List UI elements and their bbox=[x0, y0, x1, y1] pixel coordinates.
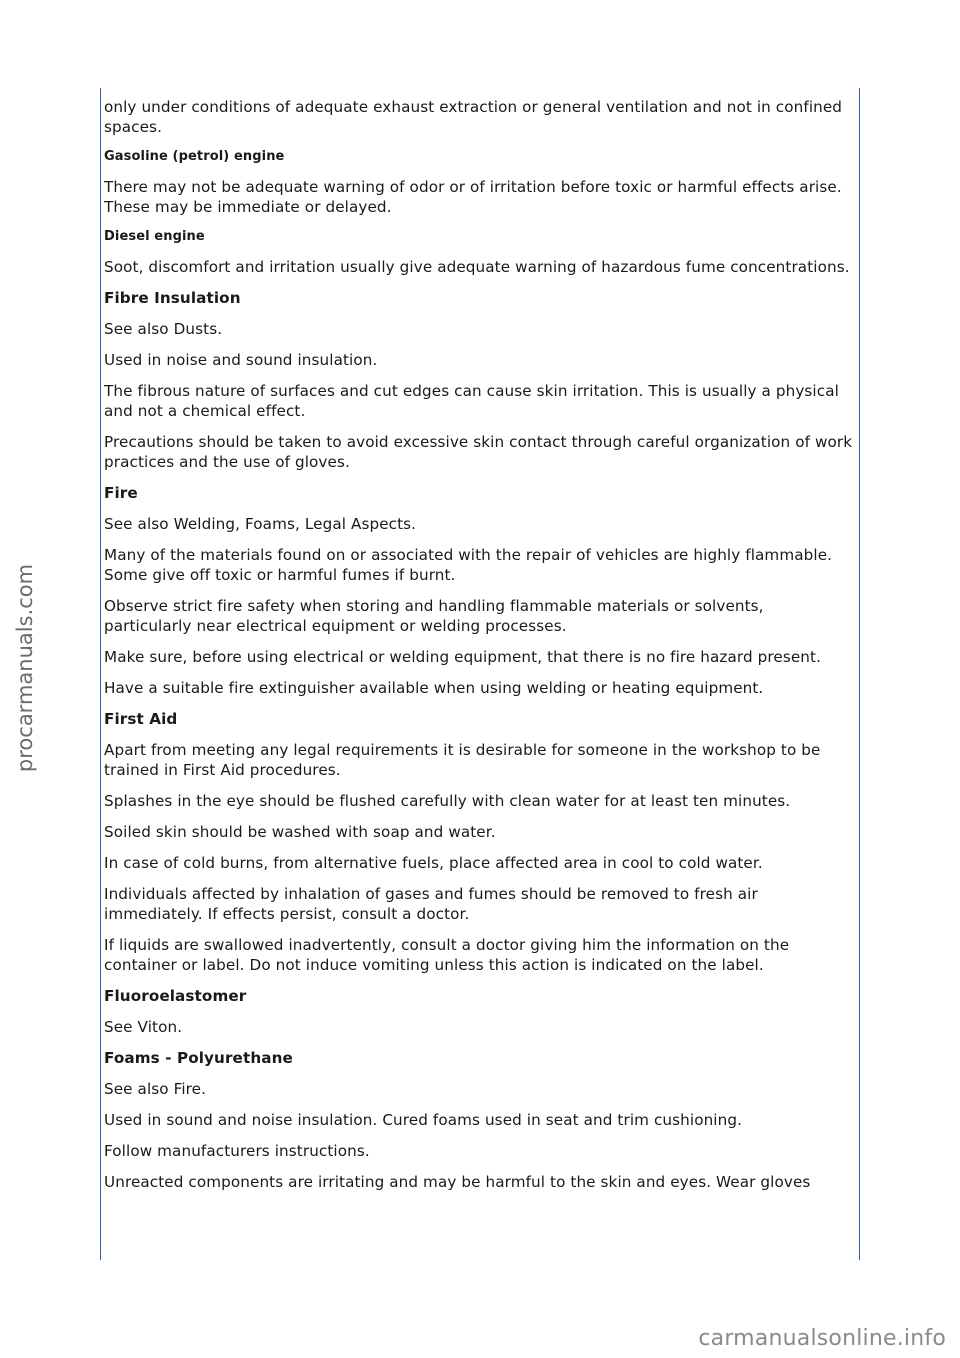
paragraph: Observe strict fire safety when storing and handling flammable materials or solvents, particularly near electrical equipment or welding processes. bbox=[104, 597, 764, 635]
paragraph: Many of the materials found on or associated with the repair of vehicles are highly flammable. Some give off toxic or harmful fumes if burnt. bbox=[104, 546, 833, 584]
section-heading-foams: Foams - Polyurethane bbox=[104, 1049, 293, 1067]
paragraph: Individuals affected by inhalation of gases and fumes should be removed to fresh air immediately. If effects persist, consult a doctor. bbox=[104, 885, 758, 923]
paragraph: Follow manufacturers instructions. bbox=[104, 1142, 370, 1160]
paragraph: Have a suitable fire extinguisher available when using welding or heating equipment. bbox=[104, 679, 764, 697]
paragraph: Apart from meeting any legal requirements it is desirable for someone in the workshop to be trained in First Aid procedures. bbox=[104, 741, 821, 779]
section-heading-fire: Fire bbox=[104, 484, 138, 502]
paragraph: Used in noise and sound insulation. bbox=[104, 351, 378, 369]
document-body bbox=[104, 97, 854, 1203]
paragraph: If liquids are swallowed inadvertently, consult a doctor giving him the information on the container or label. Do not induce vomiting unless this action is indicated on the label. bbox=[104, 936, 790, 974]
paragraph: See also Welding, Foams, Legal Aspects. bbox=[104, 515, 417, 533]
section-heading-gasoline: Gasoline (petrol) engine bbox=[104, 149, 285, 164]
side-watermark-text: procarmanuals.com bbox=[13, 563, 37, 773]
paragraph: Make sure, before using electrical or welding equipment, that there is no fire hazard present. bbox=[104, 648, 822, 666]
paragraph: Soiled skin should be washed with soap and water. bbox=[104, 823, 496, 841]
paragraph: In case of cold burns, from alternative fuels, place affected area in cool to cold water. bbox=[104, 854, 763, 872]
section-heading-diesel: Diesel engine bbox=[104, 229, 205, 244]
paragraph: See also Dusts. bbox=[104, 320, 223, 338]
paragraph: See Viton. bbox=[104, 1018, 183, 1036]
paragraph: Unreacted components are irritating and may be harmful to the skin and eyes. Wear gloves bbox=[104, 1173, 811, 1191]
paragraph: The fibrous nature of surfaces and cut edges can cause skin irritation. This is usually a physical and not a chemical effect. bbox=[104, 382, 839, 420]
paragraph: Precautions should be taken to avoid excessive skin contact through careful organization of work practices and the use of gloves. bbox=[104, 433, 853, 471]
section-heading-first-aid: First Aid bbox=[104, 710, 178, 728]
paragraph: See also Fire. bbox=[104, 1080, 207, 1098]
bottom-watermark: carmanualsonline.info bbox=[698, 1326, 946, 1351]
paragraph: There may not be adequate warning of odor or of irritation before toxic or harmful effects arise. These may be immediate or delayed. bbox=[104, 178, 842, 216]
section-heading-fluoroelastomer: Fluoroelastomer bbox=[104, 987, 247, 1005]
side-watermark bbox=[10, 558, 40, 778]
section-heading-fibre-insulation: Fibre Insulation bbox=[104, 289, 241, 307]
paragraph: only under conditions of adequate exhaust extraction or general ventilation and not in confined spaces. bbox=[104, 98, 843, 136]
paragraph: Used in sound and noise insulation. Cured foams used in seat and trim cushioning. bbox=[104, 1111, 743, 1129]
paragraph: Soot, discomfort and irritation usually give adequate warning of hazardous fume concentrations. bbox=[104, 258, 850, 276]
paragraph: Splashes in the eye should be flushed carefully with clean water for at least ten minutes. bbox=[104, 792, 791, 810]
